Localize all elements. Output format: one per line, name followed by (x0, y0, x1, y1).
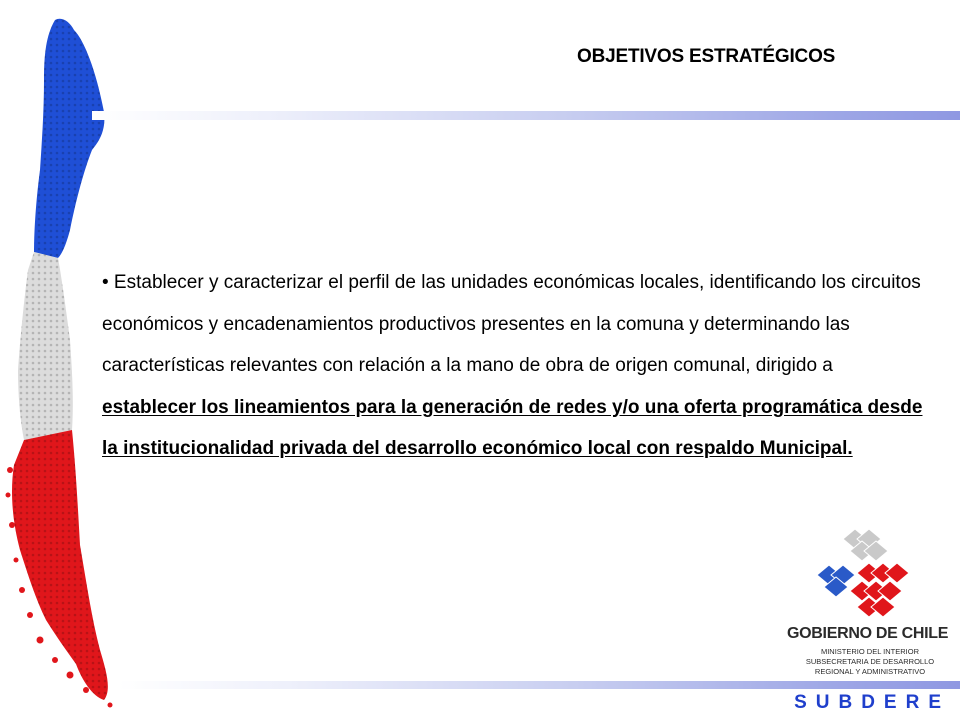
logo-title: GOBIERNO DE CHILE (787, 625, 949, 642)
objective-emphasis: establecer los lineamientos para la generación de redes y/o una oferta programática desde la institucionalidad privada del desarrollo económico local con respaldo Municipal. (102, 396, 923, 459)
objective-text: • Establecer y caracterizar el perfil de las unidades económicas locales, identificando los circuitos económicos y encadenamientos productivos presentes en la comuna y determinando las características relevantes con relación a la mano de obra de origen comunal, dirigido a (102, 272, 921, 376)
logo-regional-line: REGIONAL Y ADMINISTRATIVO (814, 667, 926, 676)
subdere-footer-brand: SUBDERE (794, 692, 950, 713)
slide-title: OBJETIVOS ESTRATÉGICOS (577, 46, 836, 67)
logo-subsecretaria-line: SUBSECRETARIA DE DESARROLLO (805, 657, 935, 666)
top-divider-rule (92, 111, 960, 120)
logo-ministry-line: MINISTERIO DEL INTERIOR (820, 647, 920, 656)
objective-paragraph (102, 262, 932, 470)
gobierno-de-chile-logo (775, 525, 960, 685)
bottom-divider-rule (118, 681, 960, 689)
diamond-cubes-icon (815, 525, 925, 625)
